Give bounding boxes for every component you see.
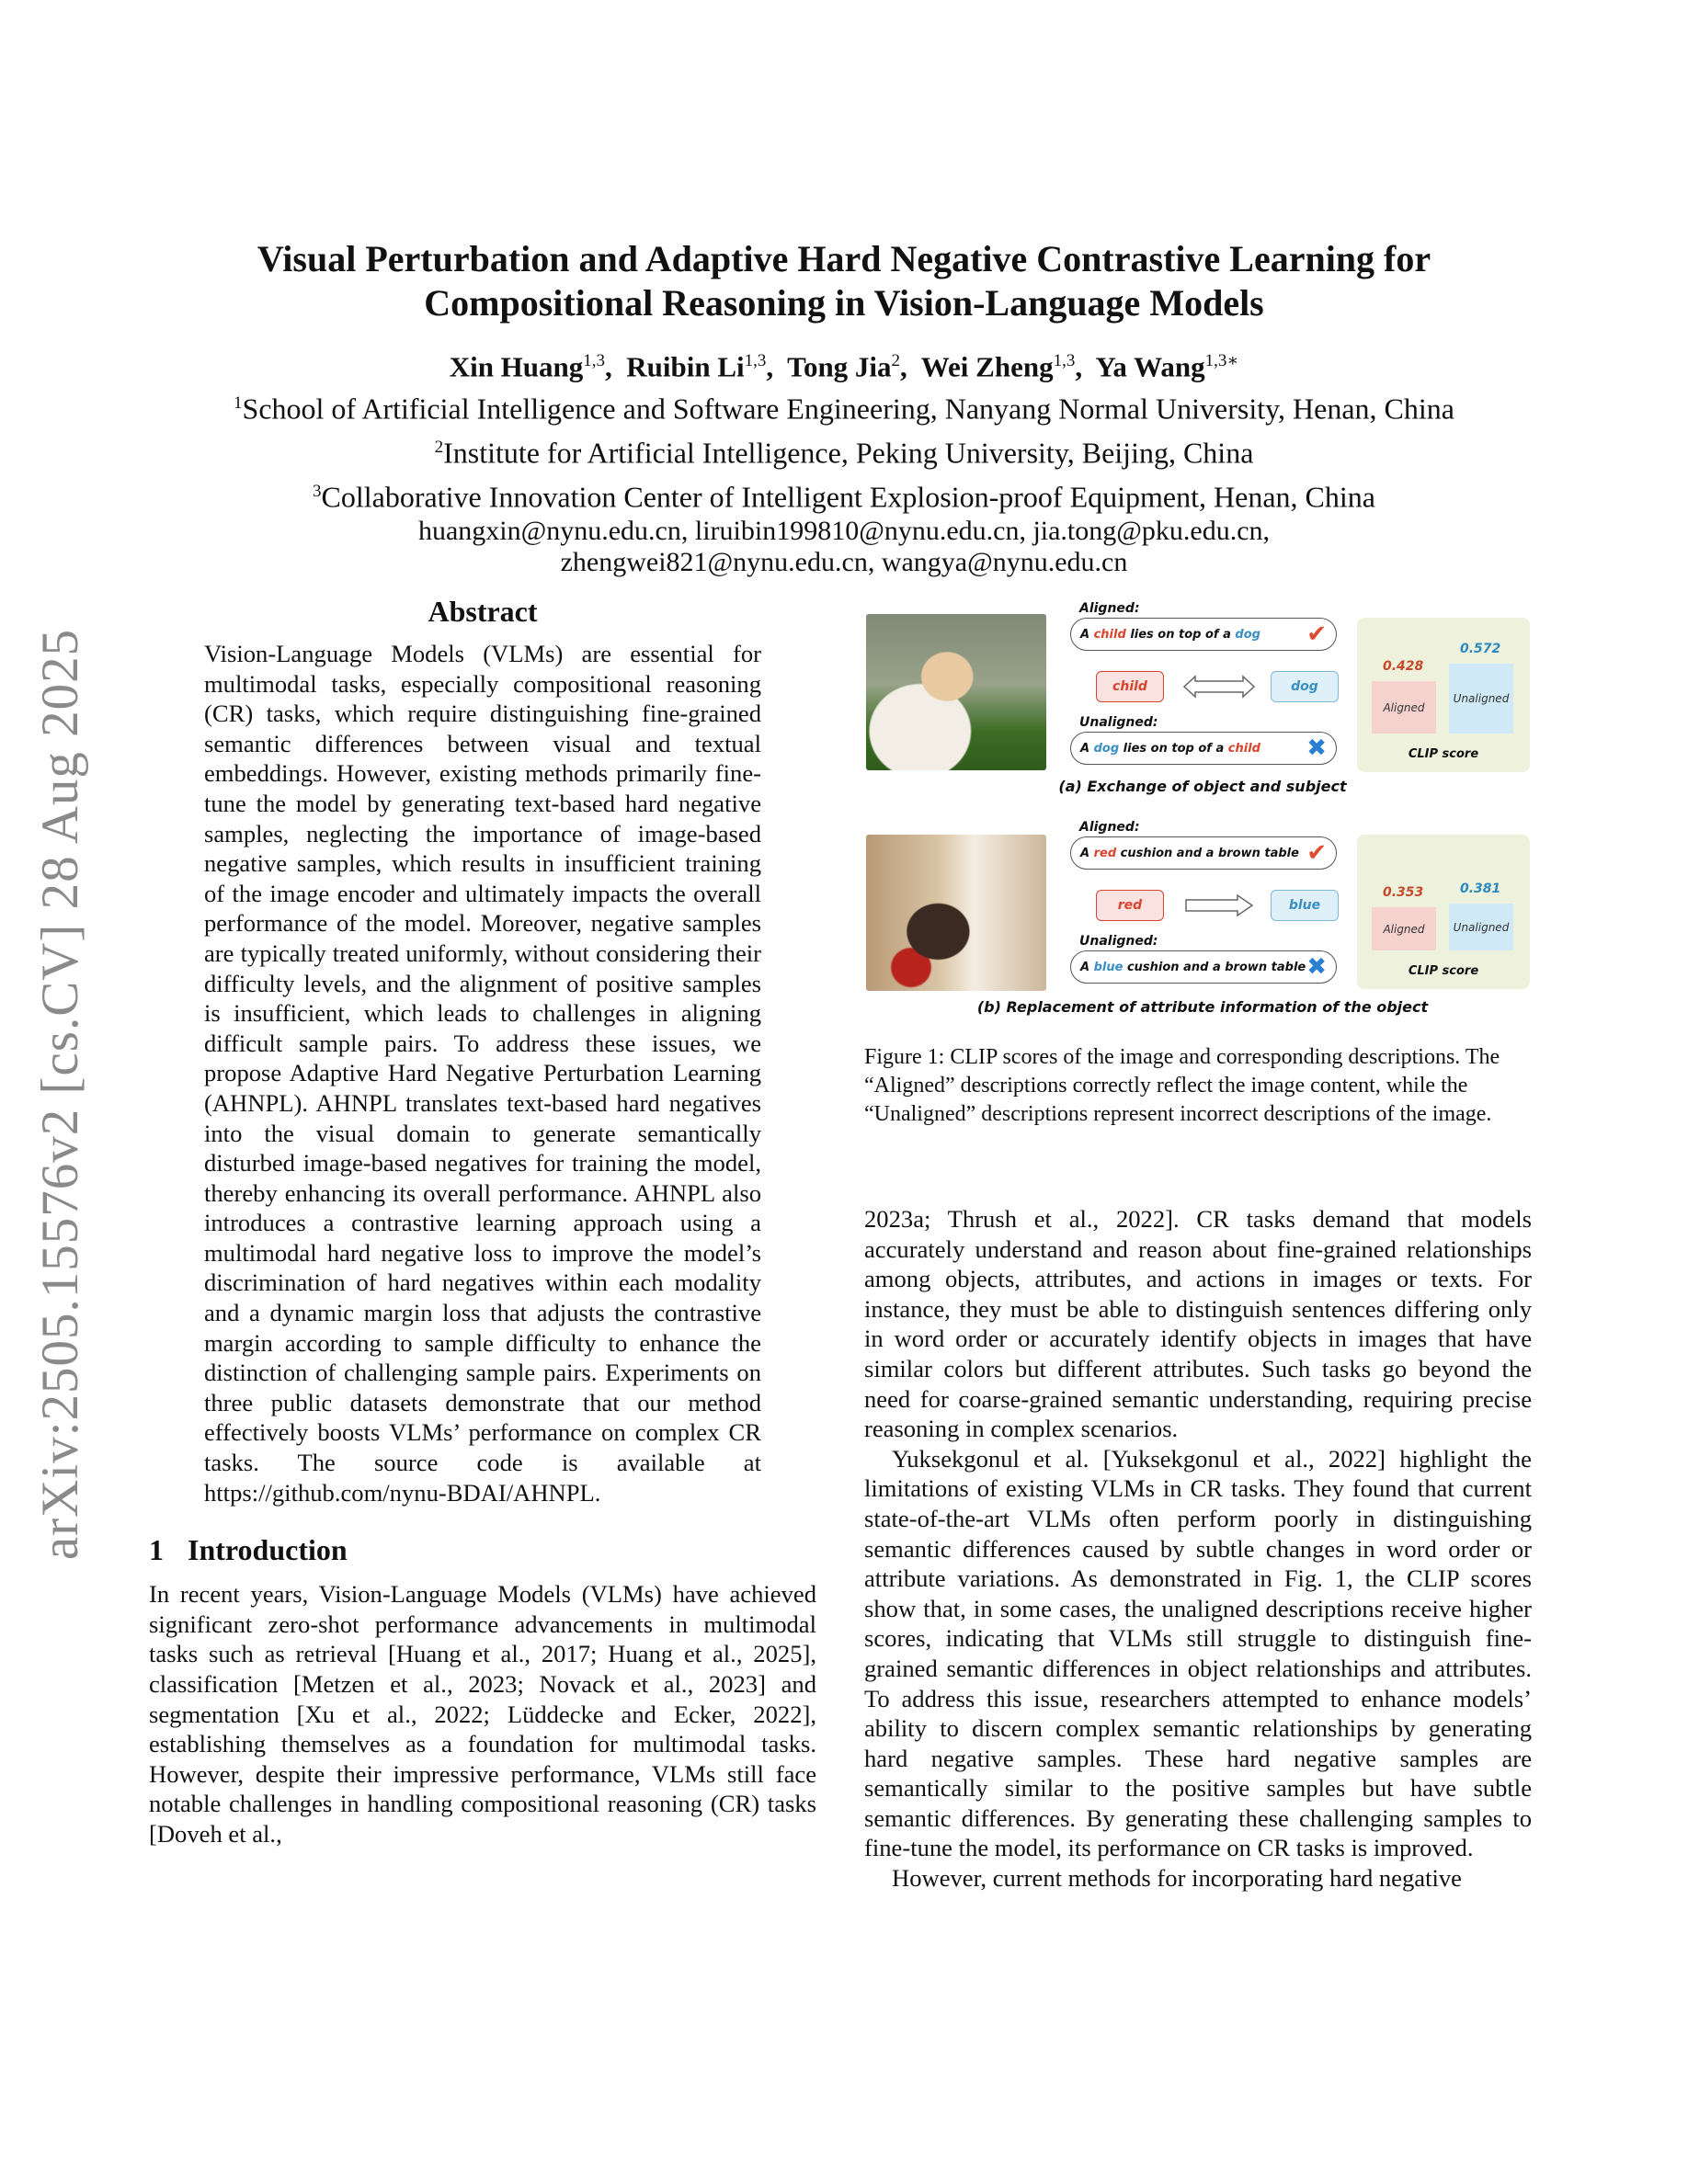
abstract-text: Vision-Language Models (VLMs) are essential for multimodal tasks, especially compositional reasoning (CR) tasks, which require distinguishing fine-grained semantic differences between visual and textual embeddings. However, existing methods primarily fine-tune the model by generating text-based hard negative samples, neglecting the importance of image-based negative samples, which results in insufficient training of the image encoder and ultimately impacts the overall performance of the model. Moreover, negative samples are typically treated uniformly, without considering their difficulty levels, and the alignment of positive samples is insufficient, which leads to challenges in aligning difficult sample pairs. To address these issues, we propose Adaptive Hard Negative Perturbation Learning (AHNPL). AHNPL translates text-based hard negatives into the visual domain to generate semantically disturbed image-based negatives for training the model, thereby enhancing its overall performance. AHNPL also introduces a contrastive learning approach using a multimodal hard negative loss to improve the model’s discrimination of hard negatives within each modality and a dynamic margin loss that adjusts the contrastive margin according to sample difficulty to enhance the distinction of challenging sample pairs. Experiments on three public datasets demonstrate that our method effectively boosts VLMs’ performance on complex CR tasks. The source code is available at https://github.com/nynu-BDAI/AHNPL.: [204, 640, 761, 1507]
author: Xin Huang: [449, 350, 584, 383]
clip-score-panel-b: [1357, 835, 1530, 989]
affiliation-2: $^2$Institute for Artificial Intelligence, Peking University, Beijing, China: [434, 436, 1254, 470]
score-aligned-value: 0.428: [1383, 659, 1424, 674]
cross-icon: ✖: [1306, 734, 1327, 762]
paragraph: Yuksekgonul et al. [Yuksekgonul et al., 2022] highlight the limitations of existing VLMs in CR tasks. They found that current state-of-the-art VLMs often perform poorly in distinguishing semantic differences caused by subtle changes in word order or attribute variations. As demonstrated in Fig. 1, the CLIP scores show that, in some cases, the unaligned descriptions receive higher scores, indicating that VLMs still struggle to distinguish fine-grained semantic differences in object relationships and attributes. To address this issue, researchers attempted to enhance models’ ability to discern complex semantic relationships by generating hard negative samples. These hard negative samples are semantically similar to the positive samples but have subtle semantic differences. By generating these challenging samples to fine-tune the model, its performance on CR tasks is improved.: [864, 1444, 1532, 1862]
child-and-dog-photo: [866, 614, 1046, 770]
arxiv-identifier: [28, 607, 94, 1581]
author-sup: 1,3: [744, 351, 767, 370]
author-sup: 1,3: [1053, 351, 1076, 370]
left-column: [149, 593, 816, 1849]
section-heading-introduction: [149, 1531, 816, 1568]
paper-header: [147, 237, 1541, 578]
unaligned-description: A blue cushion and a brown table ✖: [1070, 950, 1337, 984]
affiliation-1: $^1$School of Artificial Intelligence and Software Engineering, Nanyang Normal University, Henan, China: [234, 392, 1454, 426]
aligned-label: Aligned:: [1079, 601, 1140, 616]
check-icon: ✔: [1306, 839, 1327, 867]
cross-icon: ✖: [1306, 953, 1327, 981]
author: Wei Zheng: [920, 350, 1054, 383]
author-sup: 1,3: [583, 351, 606, 370]
unaligned-label: Unaligned:: [1079, 715, 1158, 730]
right-arrow-icon: [1182, 893, 1256, 917]
score-aligned-value: 0.353: [1383, 885, 1424, 900]
author-list: Xin Huang$^{1,3}$, Ruibin Li$^{1,3}$, Tong Jia$^2$, Wei Zheng$^{1,3}$, Ya Wang$^{1,3∗}$: [449, 350, 1239, 383]
abstract-body: [149, 639, 816, 1507]
email-line-2: zhengwei821@nynu.edu.cn, wangya@nynu.edu.cn: [560, 547, 1128, 578]
title-line-2: Compositional Reasoning in Vision-Language Models: [424, 282, 1264, 324]
aligned-description: A child lies on top of a dog ✔: [1070, 618, 1337, 651]
score-unaligned-value: 0.572: [1460, 642, 1501, 656]
check-icon: ✔: [1306, 620, 1327, 648]
abstract-heading: Abstract: [428, 595, 538, 628]
introduction-paragraph: In recent years, Vision-Language Models (VLMs) have achieved significant zero-shot performance advancements in multimodal tasks such as retrieval [Huang et al., 2017; Huang et al., 2025], classification [Metzen et al., 2023; Novack et al., 2023] and segmentation [Xu et al., 2022; Lüddecke and Ecker, 2022], establishing themselves as a foundation for multimodal tasks. However, despite their impressive performance, VLMs still face notable challenges in handling compositional reasoning (CR) tasks [Doveh et al.,: [149, 1580, 816, 1848]
aligned-description: A red cushion and a brown table ✔: [1070, 836, 1337, 870]
unaligned-description: A dog lies on top of a child ✖: [1070, 732, 1337, 765]
score-bar-aligned: Aligned: [1372, 681, 1436, 734]
chip-child: child: [1096, 671, 1164, 702]
figure-1: [866, 597, 1539, 1029]
score-unaligned-value: 0.381: [1460, 882, 1501, 896]
score-bar-aligned: Aligned: [1372, 907, 1436, 950]
author: Ruibin Li: [626, 350, 745, 383]
score-panel-title: CLIP score: [1408, 964, 1479, 978]
figure-caption: Figure 1: CLIP scores of the image and corresponding descriptions. The “Aligned” descriptions correctly reflect the image content, while the “Unaligned” descriptions represent incorrect descriptions of the image.: [864, 1045, 1500, 1126]
email-line-1: huangxin@nynu.edu.cn, liruibin199810@nynu.edu.cn, jia.tong@pku.edu.cn,: [417, 516, 1271, 547]
chip-dog: dog: [1271, 671, 1339, 702]
paper-title: [147, 237, 1541, 325]
living-room-photo: [866, 835, 1046, 991]
title-line-1: Visual Perturbation and Adaptive Hard Negative Contrastive Learning for: [257, 238, 1431, 279]
unaligned-label: Unaligned:: [1079, 934, 1158, 949]
chip-red: red: [1096, 890, 1164, 921]
score-bar-unaligned: Unaligned: [1449, 904, 1513, 950]
double-arrow-icon: [1182, 675, 1256, 699]
arxiv-id-text: arXiv:2505.15576v2 [cs.CV] 28 Aug 2025: [31, 628, 90, 1560]
section-number: 1: [149, 1533, 164, 1567]
subfigure-caption-a: (a) Exchange of object and subject: [1058, 778, 1347, 795]
author: Tong Jia: [787, 350, 892, 383]
clip-score-panel-a: [1357, 618, 1530, 772]
author: Ya Wang: [1095, 350, 1205, 383]
paragraph: 2023a; Thrush et al., 2022]. CR tasks demand that models accurately understand and reason about fine-grained relationships among objects, attributes, and actions in images or texts. For instance, they must be able to distinguish sentences differing only in word order or accurately identify objects in images that have similar colors but different attributes. Such tasks go beyond the need for coarse-grained semantic understanding, requiring precise reasoning in complex scenarios.: [864, 1205, 1532, 1443]
score-panel-title: CLIP score: [1408, 747, 1479, 761]
score-bar-unaligned: Unaligned: [1449, 664, 1513, 734]
paragraph: However, current methods for incorporating hard negative: [892, 1864, 1462, 1893]
section-title: Introduction: [188, 1533, 348, 1567]
aligned-label: Aligned:: [1079, 820, 1140, 835]
author-sup: 2: [891, 351, 901, 370]
author-sup: 1,3∗: [1204, 351, 1239, 370]
affiliation-3: $^3$Collaborative Innovation Center of Intelligent Explosion-proof Equipment, Henan, China: [313, 480, 1375, 514]
right-column: [864, 1204, 1532, 1894]
subfigure-caption-b: (b) Replacement of attribute information of the object: [976, 998, 1429, 1016]
chip-blue: blue: [1271, 890, 1339, 921]
